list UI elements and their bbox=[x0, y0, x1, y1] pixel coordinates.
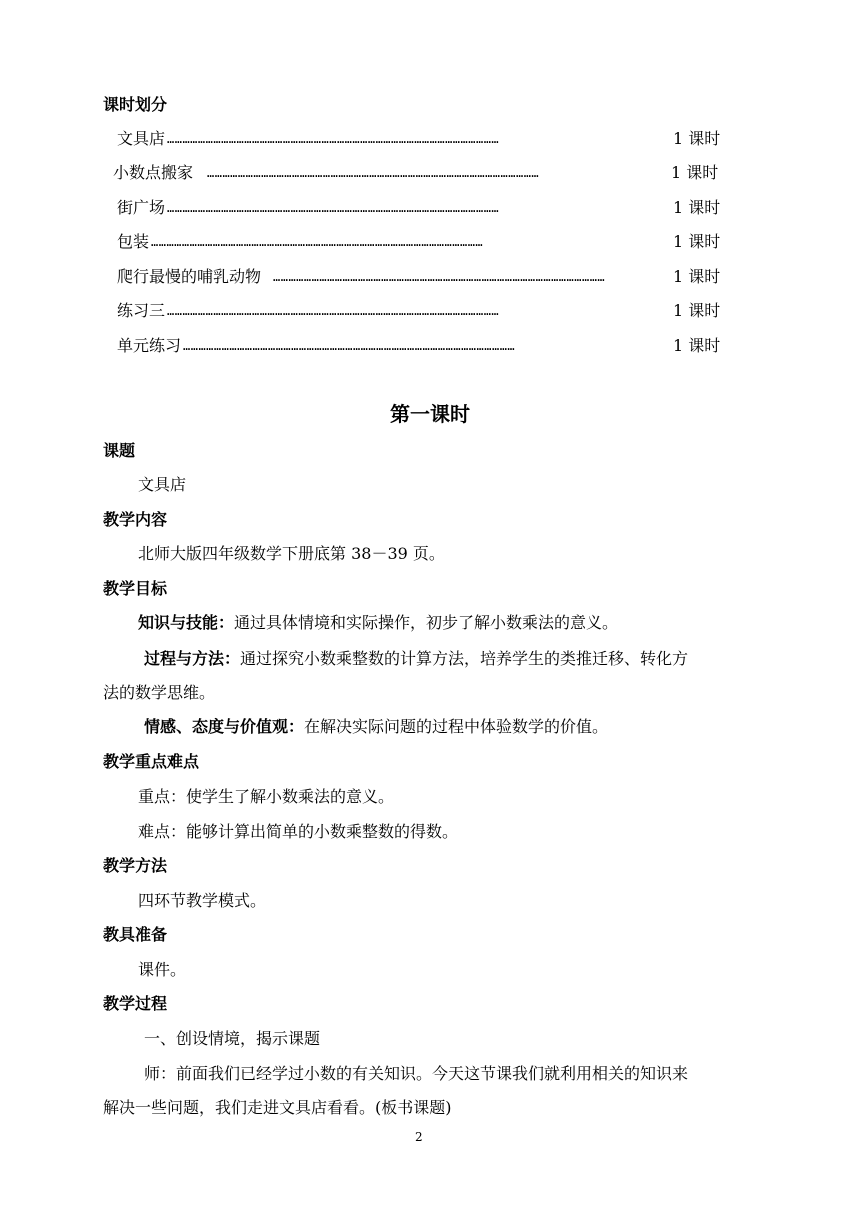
schedule-item-hours: 1 课时 bbox=[673, 301, 721, 320]
schedule-item-name: 文具店 bbox=[117, 129, 166, 148]
schedule-item-name: 练习三 bbox=[117, 301, 166, 320]
schedule-item-hours: 1 课时 bbox=[671, 163, 719, 182]
tools-heading: 教具准备 bbox=[103, 925, 168, 944]
goal-attitude-label: 情感、态度与价值观： bbox=[144, 717, 305, 736]
goal-attitude bbox=[144, 716, 608, 738]
schedule-item-hours: 1 课时 bbox=[673, 336, 721, 355]
schedule-item-hours: 1 课时 bbox=[673, 232, 721, 251]
leader-dots: ………………………………………………………………………………………………………………… bbox=[167, 201, 500, 215]
tools-text: 课件。 bbox=[138, 960, 187, 979]
teacher-speech-line2: 解决一些问题，我们走进文具店看看。(板书课题) bbox=[103, 1098, 452, 1117]
method-heading: 教学方法 bbox=[103, 856, 168, 875]
schedule-item-name: 包装 bbox=[117, 232, 150, 251]
leader-dots: ………………………………………………………………………………………………………………… bbox=[167, 304, 500, 318]
schedule-heading: 课时划分 bbox=[103, 95, 168, 114]
goal-process bbox=[144, 648, 688, 670]
process-step-1: 一、创设情境，揭示课题 bbox=[144, 1029, 321, 1048]
goal-process-label: 过程与方法： bbox=[144, 649, 241, 668]
teacher-speech-line1: 师：前面我们已经学过小数的有关知识。今天这节课我们就利用相关的知识来 bbox=[144, 1064, 689, 1083]
keypoints-heading: 教学重点难点 bbox=[103, 752, 200, 771]
goal-knowledge-text: 通过具体情境和实际操作，初步了解小数乘法的意义。 bbox=[234, 613, 619, 632]
schedule-item-name: 街广场 bbox=[117, 198, 166, 217]
keypoint-text: 重点：使学生了解小数乘法的意义。 bbox=[138, 787, 395, 806]
schedule-row bbox=[113, 161, 720, 185]
schedule-item-hours: 1 课时 bbox=[673, 198, 721, 217]
goal-process-text: 通过探究小数乘整数的计算方法，培养学生的类推迁移、转化方 bbox=[240, 649, 689, 668]
page-number: 2 bbox=[415, 1130, 423, 1144]
schedule-item-name: 小数点搬家 bbox=[113, 163, 194, 182]
leader-dots: ………………………………………………………………………………………………………………… bbox=[151, 235, 484, 249]
schedule-row bbox=[117, 334, 720, 358]
schedule-row bbox=[117, 230, 720, 254]
schedule-item-name: 爬行最慢的哺乳动物 bbox=[117, 267, 262, 286]
goal-attitude-text: 在解决实际问题的过程中体验数学的价值。 bbox=[304, 717, 609, 736]
schedule-item-name: 单元练习 bbox=[117, 336, 182, 355]
schedule-row bbox=[117, 196, 720, 220]
goal-process-continued: 法的数学思维。 bbox=[103, 683, 216, 702]
schedule-item-hours: 1 课时 bbox=[673, 129, 721, 148]
leader-dots: ………………………………………………………………………………………………………………… bbox=[273, 270, 606, 284]
content-text: 北师大版四年级数学下册底第 38－39 页。 bbox=[138, 544, 445, 563]
schedule-row bbox=[117, 265, 720, 289]
schedule-row bbox=[117, 127, 720, 151]
content-heading: 教学内容 bbox=[103, 510, 168, 529]
process-heading: 教学过程 bbox=[103, 994, 168, 1013]
leader-dots: ………………………………………………………………………………………………………………… bbox=[167, 132, 500, 146]
goal-knowledge-label: 知识与技能： bbox=[138, 613, 235, 632]
topic-heading: 课题 bbox=[103, 441, 136, 460]
difficulty-text: 难点：能够计算出简单的小数乘整数的得数。 bbox=[138, 822, 459, 841]
method-text: 四环节教学模式。 bbox=[138, 891, 267, 910]
goal-knowledge bbox=[138, 612, 618, 634]
schedule-item-hours: 1 课时 bbox=[673, 267, 721, 286]
schedule-row bbox=[117, 299, 720, 323]
topic-text: 文具店 bbox=[138, 475, 187, 494]
goals-heading: 教学目标 bbox=[103, 579, 168, 598]
leader-dots: ………………………………………………………………………………………………………………… bbox=[207, 166, 540, 180]
leader-dots: ………………………………………………………………………………………………………………… bbox=[183, 339, 516, 353]
section-title: 第一课时 bbox=[390, 402, 470, 426]
